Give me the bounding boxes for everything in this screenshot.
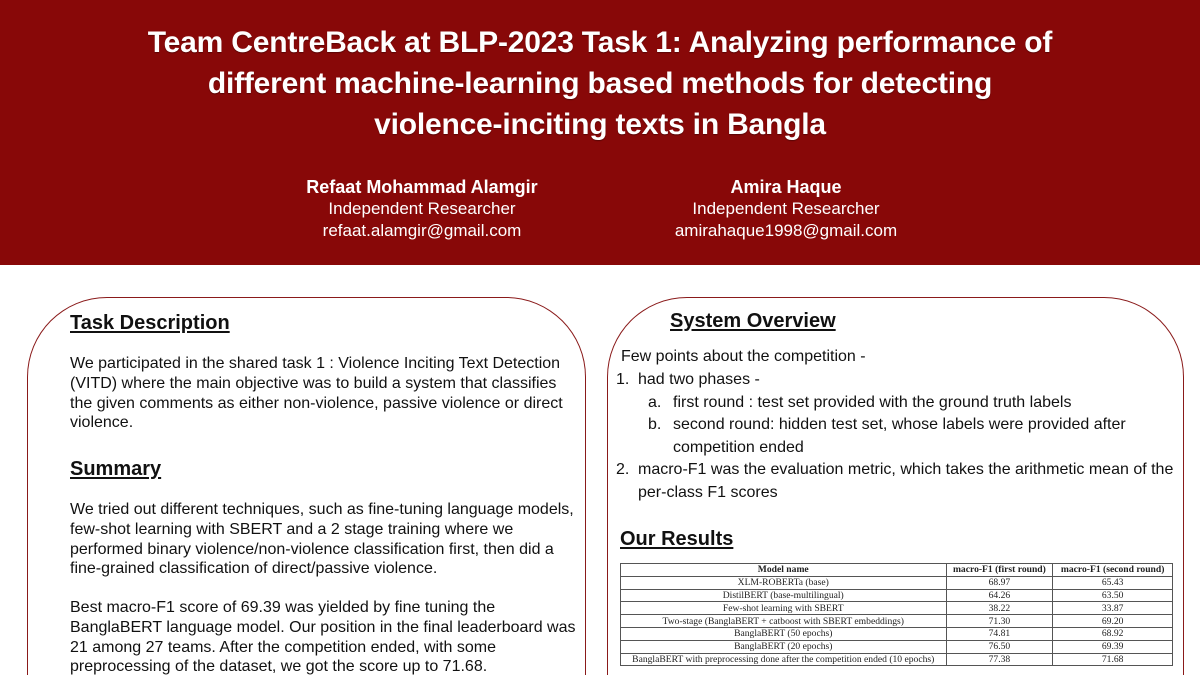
sub-list-item	[632, 392, 1176, 415]
first-round-cell: 77.38	[946, 653, 1053, 666]
list-item	[616, 369, 1176, 459]
author-email: refaat.alamgir@gmail.com	[322, 221, 522, 240]
title-line-1: Team CentreBack at BLP-2023 Task 1: Analyzing performance of	[147, 26, 1053, 59]
results-table	[620, 563, 1173, 666]
table-row	[621, 602, 1173, 615]
table-header-row	[621, 564, 1173, 577]
author-name: Amira Haque	[730, 177, 842, 197]
second-round-cell: 65.43	[1053, 576, 1173, 589]
summary-paragraph-2: Best macro-F1 score of 69.39 was yielded by fine tuning the BanglaBERT language model. Our position in the final leaderboard was 21 among 27 teams. After the competition ended, with some preprocessing of the dataset, we got the score up to 71.68.	[70, 599, 576, 675]
poster-title	[60, 22, 1140, 145]
sub-list-item-text: first round : test set provided with the ground truth labels	[673, 393, 1072, 411]
model-name-cell: BanglaBERT with preprocessing done after the competition ended (10 epochs)	[621, 653, 947, 666]
column-header: macro-F1 (second round)	[1053, 564, 1173, 577]
first-round-cell: 64.26	[946, 589, 1053, 602]
results-heading: Our Results	[620, 528, 734, 550]
author-block-1	[252, 176, 592, 242]
system-overview-heading: System Overview	[670, 310, 836, 332]
sub-list-item-text: second round: hidden test set, whose labels were provided after competition ended	[673, 416, 1126, 456]
poster-header	[0, 0, 1200, 265]
model-name-cell: DistilBERT (base-multilingual)	[621, 589, 947, 602]
title-line-2: different machine-learning based methods for detecting	[207, 67, 993, 100]
task-description-heading: Task Description	[70, 312, 230, 334]
list-item-text: macro-F1 was the evaluation metric, which takes the arithmetic mean of the per-class F1 scores	[638, 461, 1174, 501]
author-affiliation: Independent Researcher	[328, 199, 516, 218]
list-item-text: had two phases -	[638, 371, 760, 388]
table-row	[621, 576, 1173, 589]
second-round-cell: 63.50	[1053, 589, 1173, 602]
table-row	[621, 615, 1173, 628]
author-email: amirahaque1998@gmail.com	[674, 221, 898, 240]
table-row	[621, 640, 1173, 653]
summary-paragraph-1: We tried out different techniques, such as fine-tuning language models, few-shot learning with SBERT and a 2 stage training where we performed binary violence/non-violence classification first, then did a fine-grained classification of direct/passive violence.	[70, 501, 574, 578]
model-name-cell: Two-stage (BanglaBERT + catboost with SBERT embeddings)	[621, 615, 947, 628]
list-marker: 2.	[616, 461, 630, 478]
author-affiliation: Independent Researcher	[692, 199, 880, 218]
sub-list-item	[632, 414, 1176, 459]
first-round-cell: 76.50	[946, 640, 1053, 653]
task-description-text: We participated in the shared task 1 : Violence Inciting Text Detection (VITD) where the main objective was to build a system that classifies the given comments as either non-violence, passive violence or direct violence.	[70, 355, 563, 432]
second-round-cell: 33.87	[1053, 602, 1173, 615]
second-round-cell: 69.39	[1053, 640, 1173, 653]
author-block-2	[616, 176, 956, 242]
list-item	[616, 459, 1176, 504]
author-name: Refaat Mohammad Alamgir	[306, 177, 538, 197]
sub-list	[632, 392, 1176, 460]
table-row	[621, 653, 1173, 666]
sub-list-marker: b.	[648, 416, 662, 433]
column-header: macro-F1 (first round)	[946, 564, 1053, 577]
first-round-cell: 74.81	[946, 627, 1053, 640]
table-row	[621, 627, 1173, 640]
model-name-cell: BanglaBERT (50 epochs)	[621, 627, 947, 640]
table-row	[621, 589, 1173, 602]
model-name-cell: XLM-ROBERTa (base)	[621, 576, 947, 589]
competition-points-list	[616, 369, 1176, 504]
summary-heading: Summary	[70, 458, 162, 480]
sub-list-marker: a.	[648, 393, 662, 411]
model-name-cell: BanglaBERT (20 epochs)	[621, 640, 947, 653]
model-name-cell: Few-shot learning with SBERT	[621, 602, 947, 615]
column-header: Model name	[621, 564, 947, 577]
first-round-cell: 71.30	[946, 615, 1053, 628]
second-round-cell: 68.92	[1053, 627, 1173, 640]
list-marker: 1.	[616, 371, 630, 388]
first-round-cell: 68.97	[946, 576, 1053, 589]
first-round-cell: 38.22	[946, 602, 1053, 615]
second-round-cell: 71.68	[1053, 653, 1173, 666]
system-overview-intro: Few points about the competition -	[621, 348, 866, 365]
title-line-3: violence-inciting texts in Bangla	[374, 108, 826, 141]
second-round-cell: 69.20	[1053, 615, 1173, 628]
